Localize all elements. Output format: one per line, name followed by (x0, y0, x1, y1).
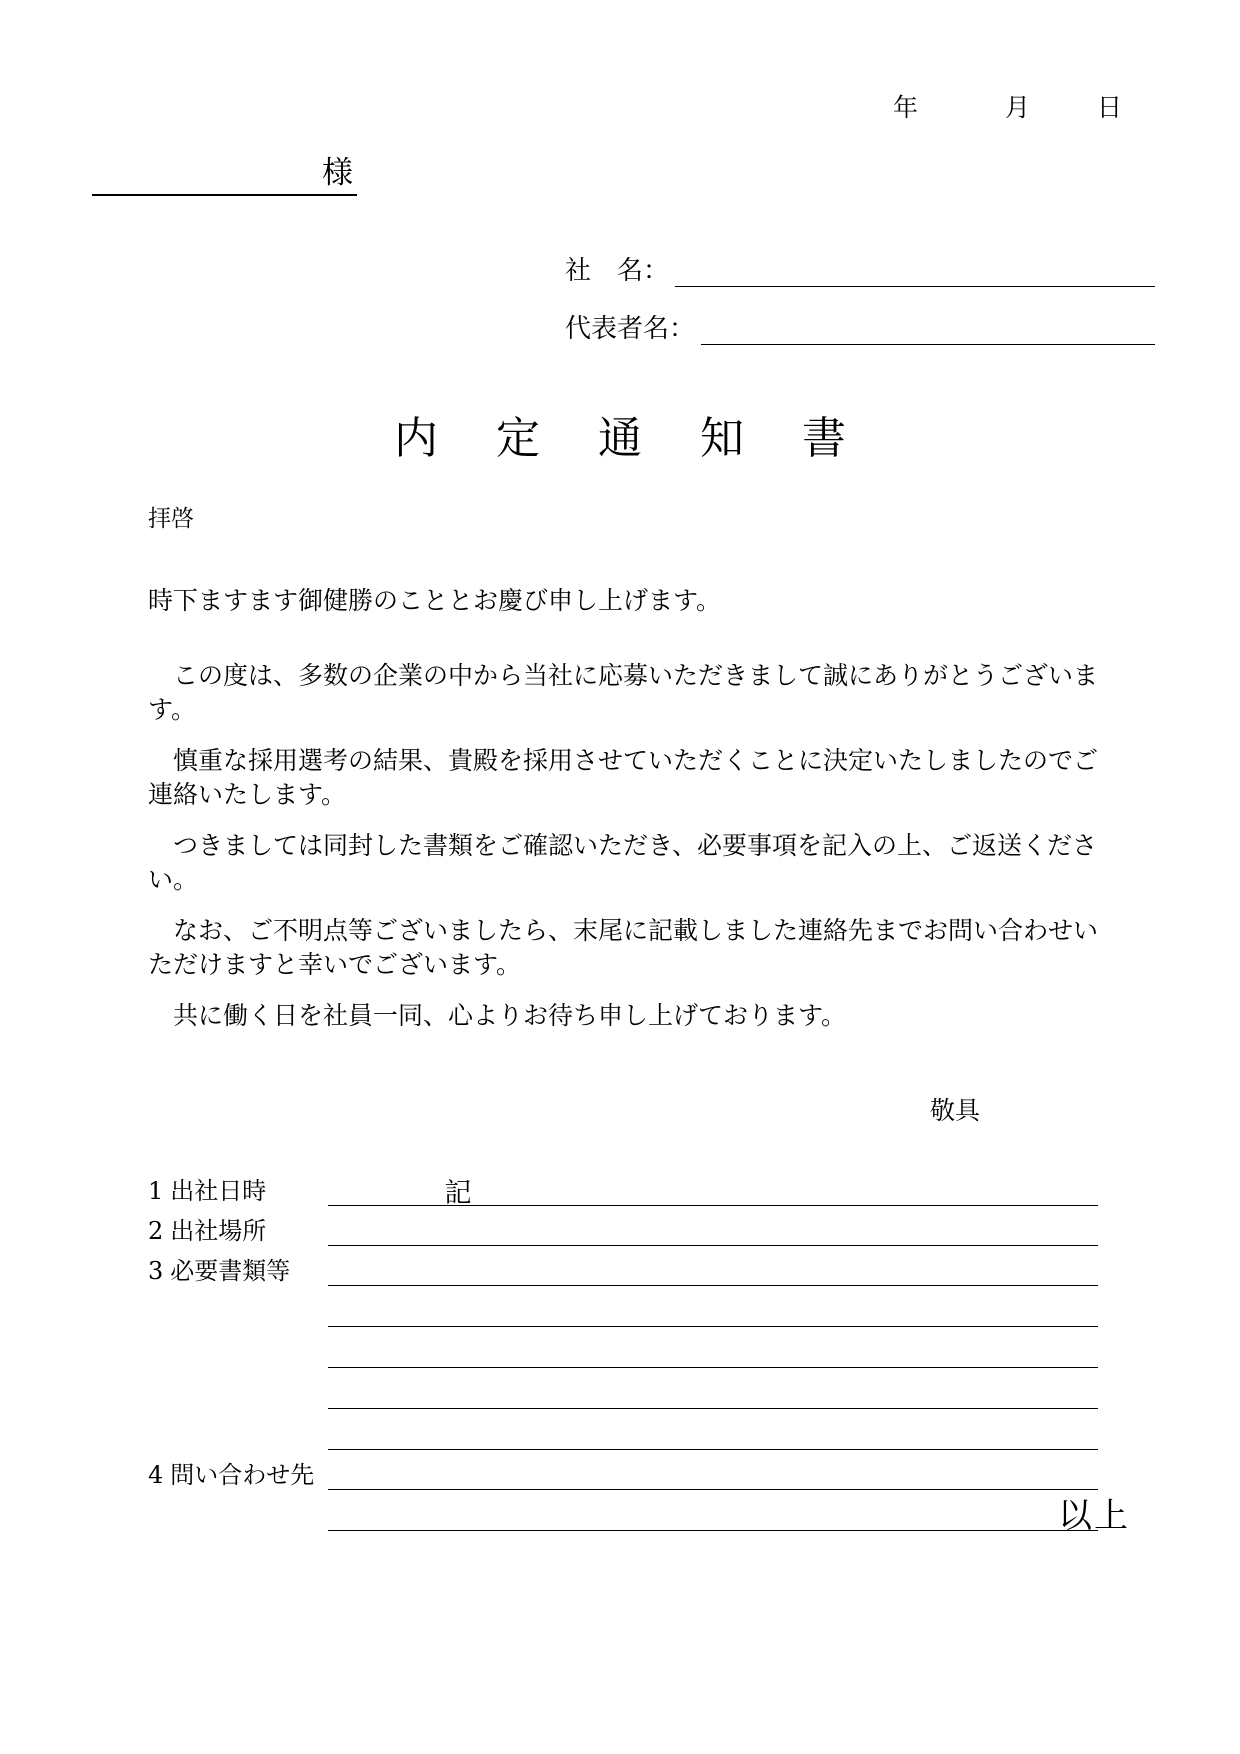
item-number-4: 4 (148, 1461, 164, 1489)
item-text-3: 必要書類等 (170, 1257, 291, 1285)
recipient-honorific: 様 (320, 158, 357, 196)
item-label-spacer-4 (148, 1447, 328, 1450)
month-label: 月 (1004, 93, 1030, 122)
item-text-2: 出社場所 (170, 1217, 267, 1245)
body-paragraph-1: この度は、多数の企業の中から当社に応募いただきまして誠にありがとうございます。 (148, 661, 1099, 724)
item-input-line-8[interactable] (328, 1459, 1098, 1490)
item-input-line-1[interactable] (328, 1175, 1098, 1206)
closing-word: 敬具 (929, 1095, 980, 1125)
item-number-3: 3 (148, 1257, 164, 1285)
items-list (148, 1168, 1098, 1533)
item-label-4 (148, 1463, 328, 1490)
item-row-4 (148, 1452, 1098, 1490)
body-paragraph-5: 共に働く日を社員一同、心よりお待ち申し上げております。 (173, 1001, 847, 1030)
page-title: 内 定 通 知 書 (394, 413, 868, 464)
item-text-1: 出社日時 (170, 1177, 267, 1205)
date-line (798, 88, 1122, 124)
company-name-row (565, 245, 1155, 287)
item-input-line-7[interactable] (328, 1419, 1098, 1450)
item-input-line-2[interactable] (328, 1215, 1098, 1246)
item-row-2 (148, 1208, 1098, 1246)
year-label: 年 (892, 93, 918, 122)
recipient-line (92, 156, 357, 196)
body-paragraph-3: つきましては同封した書類をご確認いただき、必要事項を記入の上、ご返送ください。 (148, 831, 1098, 894)
item-row-4-extra-1 (148, 1492, 1098, 1531)
item-text-4: 問い合わせ先 (170, 1461, 315, 1489)
item-input-line-3[interactable] (328, 1255, 1098, 1286)
item-label-spacer-1 (148, 1324, 328, 1327)
ki-marker: 記 (444, 1177, 472, 1209)
recipient-name-blank[interactable] (92, 156, 320, 196)
item-input-line-5[interactable] (328, 1337, 1098, 1368)
representative-name-row (565, 303, 1155, 345)
item-input-line-9[interactable] (328, 1500, 1098, 1531)
greeting-text: 時下ますます御健勝のこととお慶び申し上げます。 (148, 586, 722, 615)
salutation: 拝啓 (148, 506, 194, 532)
item-number-2: 2 (148, 1217, 164, 1245)
item-row-3-extra-4 (148, 1411, 1098, 1450)
body-paragraph-2: 慎重な採用選考の結果、貴殿を採用させていただくことに決定いたしましたのでご連絡いたします。 (148, 746, 1099, 809)
representative-name-label: 代表者名： (565, 313, 696, 344)
footer-closing: 以上 (1058, 1496, 1130, 1536)
item-row-3-extra-1 (148, 1288, 1098, 1327)
company-name-blank[interactable] (675, 250, 1155, 287)
item-input-line-6[interactable] (328, 1378, 1098, 1409)
body-paragraph-4: なお、ご不明点等ございましたら、末尾に記載しました連絡先までお問い合わせいただけますと幸いでございます。 (148, 916, 1099, 979)
item-number-1: 1 (148, 1177, 164, 1205)
item-label-spacer-3 (148, 1406, 328, 1409)
day-label: 日 (1096, 93, 1122, 122)
item-label-spacer-5 (148, 1528, 328, 1531)
sender-block (565, 245, 1155, 361)
item-label-spacer-2 (148, 1365, 328, 1368)
company-name-label: 社 名： (565, 255, 670, 286)
item-row-1 (148, 1168, 1098, 1206)
item-row-3 (148, 1248, 1098, 1286)
item-input-line-4[interactable] (328, 1296, 1098, 1327)
item-row-3-extra-2 (148, 1329, 1098, 1368)
document-body (148, 500, 1098, 1210)
item-label-3 (148, 1259, 328, 1286)
representative-name-blank[interactable] (701, 308, 1155, 345)
item-row-3-extra-3 (148, 1370, 1098, 1409)
item-label-1 (148, 1179, 328, 1206)
item-label-2 (148, 1219, 328, 1246)
